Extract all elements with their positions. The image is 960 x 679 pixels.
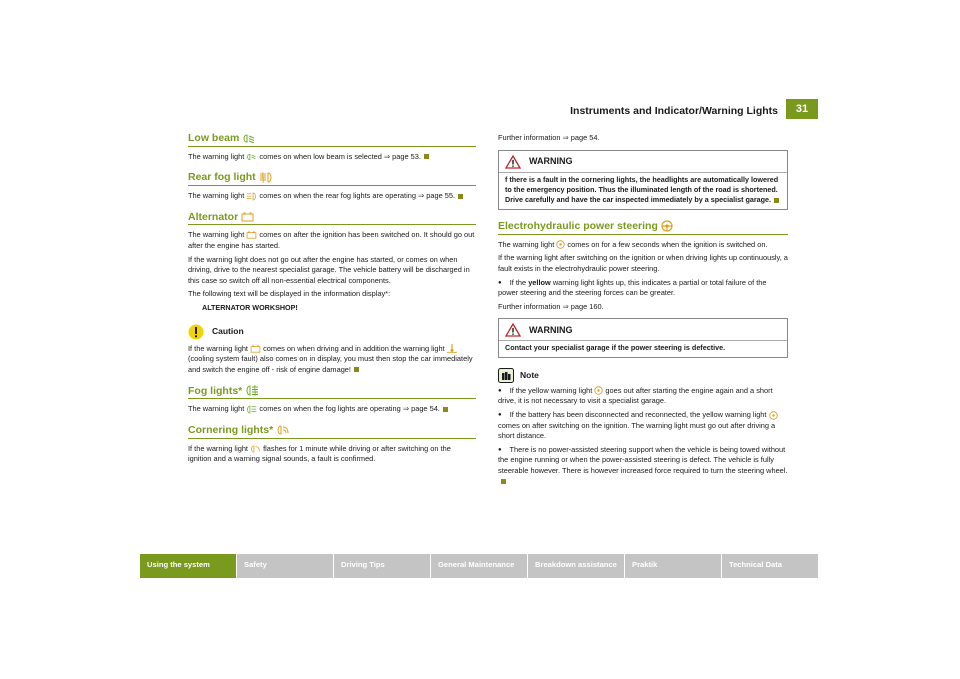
- arrow-icon: ⇒: [402, 404, 410, 414]
- warning-text: Contact your specialist garage if the power steering is defective.: [499, 340, 787, 356]
- section-heading-alternator: [188, 212, 476, 226]
- steering-wheel-icon: [769, 411, 778, 420]
- section-end-marker: [424, 154, 429, 159]
- warning-box-cornering: [498, 150, 788, 210]
- section-heading-power-steering: [498, 220, 788, 235]
- caution-box: [188, 324, 476, 376]
- alternator-title: Alternator: [188, 210, 239, 223]
- steering-wheel-icon: [594, 386, 603, 395]
- warning-triangle-icon: [505, 155, 521, 169]
- arrow-icon: ⇒: [562, 133, 569, 142]
- caution-heading: Caution: [188, 324, 476, 340]
- section-end-marker: [501, 479, 506, 484]
- page-ref-link[interactable]: page 54.: [570, 133, 600, 142]
- nav-tab-driving-tips[interactable]: Driving Tips: [334, 554, 431, 578]
- section-heading-fog-lights: [188, 385, 476, 399]
- note-bullet-2: ● If the battery has been disconnected and reconnected, the yellow warning light comes on after switching on the ignition. The warning light must go out after driving a short distance.: [498, 410, 788, 442]
- nav-tab-technical-data[interactable]: Technical Data: [722, 554, 818, 578]
- nav-tab-breakdown-assistance[interactable]: Breakdown assistance: [528, 554, 625, 578]
- section-heading-low-beam: [188, 133, 476, 147]
- section-end-marker: [443, 407, 448, 412]
- nav-tab-general-maintenance[interactable]: General Maintenance: [431, 554, 528, 578]
- alternator-paragraph-1: The warning light comes on after the ignition has been switched on. It should go out after the engine has started.: [188, 230, 475, 250]
- nav-tab-using-the-system[interactable]: Using the system: [140, 554, 237, 578]
- arrow-icon: ⇒: [562, 301, 569, 311]
- nav-tab-praktik[interactable]: Praktik: [625, 554, 722, 578]
- page-ref-link[interactable]: page 55.: [426, 191, 456, 201]
- arrow-icon: ⇒: [418, 191, 425, 201]
- chapter-navigation: [140, 554, 818, 578]
- fog-light-icon: [245, 385, 259, 396]
- fog-lights-title: Fog lights*: [188, 384, 243, 397]
- section-end-marker: [354, 367, 359, 372]
- battery-icon: [241, 212, 254, 222]
- cornering-lights-paragraph: If the warning light flashes for 1 minute while driving or after switching on the ignition and a warning signal sounds, a fault is confirmed.: [188, 443, 451, 464]
- low-beam-title: Low beam: [188, 132, 240, 144]
- alternator-paragraph-3: The following text will be displayed in the information display*:: [188, 289, 391, 299]
- warning-triangle-icon: [505, 323, 521, 337]
- rear-fog-light-icon: [246, 192, 257, 201]
- fog-light-icon: [246, 405, 257, 414]
- further-info-1: Further information ⇒ page 54.: [498, 133, 600, 142]
- cornering-light-icon: [276, 425, 290, 435]
- left-column: [188, 133, 476, 468]
- cornering-lights-title: Cornering lights*: [188, 423, 274, 436]
- battery-icon: [250, 345, 261, 353]
- battery-icon: [246, 231, 257, 239]
- warning-text: f there is a fault in the cornering lights, the headlights are automatically lowered to the emergency position. Thus the illuminated length of the road is shortened. Drive carefully and have the car inspected immediately by a specialist garage.: [499, 172, 787, 209]
- rear-fog-light-icon: [259, 172, 273, 183]
- fog-lights-paragraph: The warning light comes on when the fog lights are operating ⇒ page 54.: [188, 404, 476, 415]
- caution-icon: [188, 324, 204, 340]
- caution-text: If the warning light comes on when driving and in addition the warning light (cooling system fault) also comes on in display, you must then stop the car immediately and switch the engine off - risk of engine damage!: [188, 343, 473, 374]
- note-bullet-1: ● If the yellow warning light goes out after starting the engine again and a short drive, it is not necessary to visit a specialist garage.: [498, 386, 788, 407]
- page-header-title: Instruments and Indicator/Warning Lights: [570, 105, 778, 117]
- arrow-icon: ⇒: [383, 151, 391, 161]
- warning-heading: WARNING: [499, 319, 787, 340]
- note-heading: Note: [498, 368, 788, 383]
- note-bullet-3: ● There is no power-assisted steering support when the vehicle is being towed without the engine running or when the power-assisted steering is defect. The vehicle is fully steerable however. There is however increased force required to turn the steering wheel.: [498, 445, 788, 487]
- steering-wheel-icon: [661, 220, 673, 232]
- warning-heading: WARNING: [499, 151, 787, 172]
- display-message: ALTERNATOR WORKSHOP!: [202, 302, 298, 312]
- nav-tab-safety[interactable]: Safety: [237, 554, 334, 578]
- power-steering-paragraph-2: If the warning light after switching on the ignition or when driving lights up continuously, a fault exists in the electrohydraulic power steering.: [498, 253, 788, 273]
- power-steering-bullet: ● If the yellow warning light lights up, this indicates a partial or total failure of the power steering and the steering forces can be greater.: [498, 278, 788, 299]
- low-beam-icon: [246, 153, 257, 161]
- page-number: 31: [786, 99, 818, 119]
- section-end-marker: [774, 198, 779, 203]
- section-heading-rear-fog: [188, 172, 476, 186]
- section-end-marker: [458, 194, 463, 199]
- power-steering-paragraph-1: The warning light comes on for a few seconds when the ignition is switched on.: [498, 239, 768, 249]
- power-steering-title: Electrohydraulic power steering: [498, 219, 658, 232]
- coolant-temperature-icon: [447, 344, 457, 353]
- section-heading-cornering-lights: [188, 425, 476, 439]
- page-ref-link[interactable]: page 160.: [570, 301, 604, 311]
- alternator-paragraph-2: If the warning light does not go out after the engine has started, or comes on when driving, drive to the nearest specialist garage. The vehicle battery will be discharged in this case so switch off all non-essential electrical components.: [188, 254, 470, 285]
- page-ref-link[interactable]: page 53.: [392, 151, 421, 161]
- page-ref-link[interactable]: page 54.: [411, 404, 440, 414]
- low-beam-paragraph: The warning light comes on when low beam is selected ⇒ page 53.: [188, 152, 476, 163]
- rear-fog-title: Rear fog light: [188, 171, 256, 184]
- low-beam-icon: [242, 134, 256, 143]
- cornering-light-icon: [250, 445, 261, 453]
- steering-wheel-icon: [556, 240, 565, 249]
- warning-box-power-steering: [498, 318, 788, 357]
- right-column: [498, 133, 788, 490]
- further-info-2: Further information ⇒ page 160.: [498, 301, 604, 311]
- rear-fog-paragraph: The warning light comes on when the rear fog lights are operating ⇒ page 55.: [188, 191, 476, 202]
- note-icon: [498, 368, 514, 383]
